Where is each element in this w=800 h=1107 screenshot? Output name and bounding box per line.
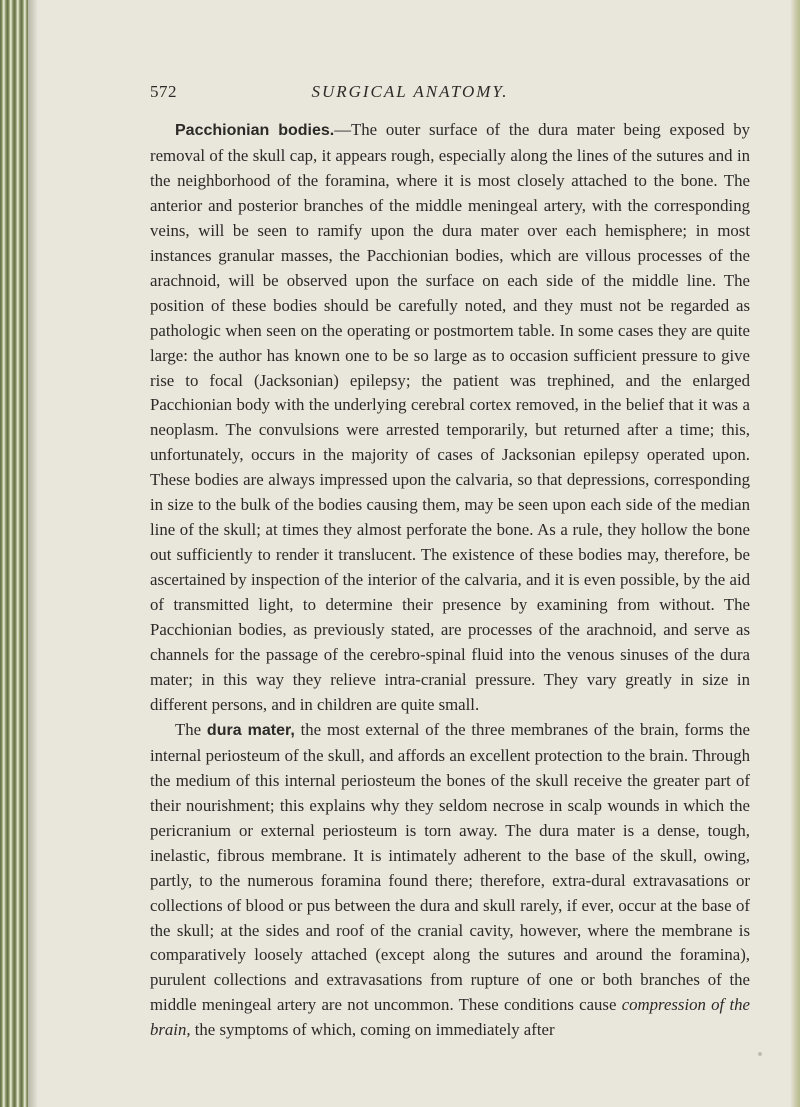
run-in-heading: Pacchionian bodies. bbox=[175, 122, 335, 139]
italic-term: compression of the brain, bbox=[150, 995, 751, 1040]
paragraph-tail: the symptoms of which, coming on immediately after bbox=[190, 1020, 555, 1040]
running-head bbox=[0, 79, 800, 105]
paragraph-pacchionian-bodies bbox=[150, 118, 750, 718]
paragraph-text: —The outer surface of the dura mater being exposed by removal of the skull cap, it appears rough, especially along the lines of the sutures and in the neighborhood of the foramina, where it is most closely attached to the bone. The anterior and posterior branches of the middle meningeal artery, with the corresponding veins, will be seen to ramify upon the dura mater over each hemisphere; in most instances granular masses, the Pacchionian bodies, which are villous processes of the arachnoid, will be observed upon the surface on each side of the middle line. The position of these bodies should be carefully noted, and they must not be regarded as pathologic when seen on the operating or postmortem table. In some cases they are quite large: the author has known one to be so large as to occasion sufficient pressure to give rise to focal (Jacksonian) epilepsy; the patient was trephined, and the enlarged Pacchionian body with the underlying cerebral cortex removed, in the belief that it was a neoplasm. The convulsions were arrested temporarily, but returned after a time; this, unfortunately, occurs in the majority of cases of Jacksonian epilepsy operated upon. These bodies are always impressed upon the calvaria, so that depressions, corresponding in size to the bulk of the bodies causing them, may be seen upon each side of the median line of the skull; at times they almost perforate the bone. As a rule, they hollow the bone out sufficiently to render it translucent. The existence of these bodies may, therefore, be ascertained by inspection of the interior of the calvaria, and it is even possible, by the aid of transmitted light, to determine their presence by examining from without. The Pacchionian bodies, as previously stated, are processes of the arachnoid, and serve as channels for the passage of the cerebro-spinal fluid into the venous sinuses of the dura mater; in this way they relieve intra-cranial pressure. They vary greatly in size in different persons, and in children are quite small. bbox=[150, 120, 751, 714]
page-number: 572 bbox=[150, 82, 177, 101]
running-title: SURGICAL ANATOMY. bbox=[311, 82, 509, 101]
run-in-heading: dura mater, bbox=[206, 721, 295, 739]
paragraph-text: the most external of the three membranes of the brain, forms the internal periosteum of the skull, and affords an excellent protection to the brain. Through the medium of this internal periosteum the bones of the skull receive the greater part of their nourishment; this explains why they seldom necrose in scalp wounds in which the pericranium or external periosteum is torn away. The dura mater is a dense, tough, inelastic, fibrous membrane. It is intimately adherent to the base of the skull, owing, partly, to the numerous foramina found there; therefore, extra-dural extravasations or collections of blood or pus between the dura and skull rarely, if ever, occur at the base of the skull; at the sides and roof of the cranial cavity, however, where the membrane is comparatively loosely attached (except along the sutures and around the foramina), purulent collections and extravasations from rupture of one or both branches of the middle meningeal artery are not uncommon. These conditions cause bbox=[150, 719, 750, 1015]
body-text bbox=[150, 118, 750, 1043]
paper-speck bbox=[758, 1052, 762, 1056]
paragraph-dura-mater bbox=[150, 718, 750, 1043]
paragraph-lead: The bbox=[175, 719, 207, 739]
